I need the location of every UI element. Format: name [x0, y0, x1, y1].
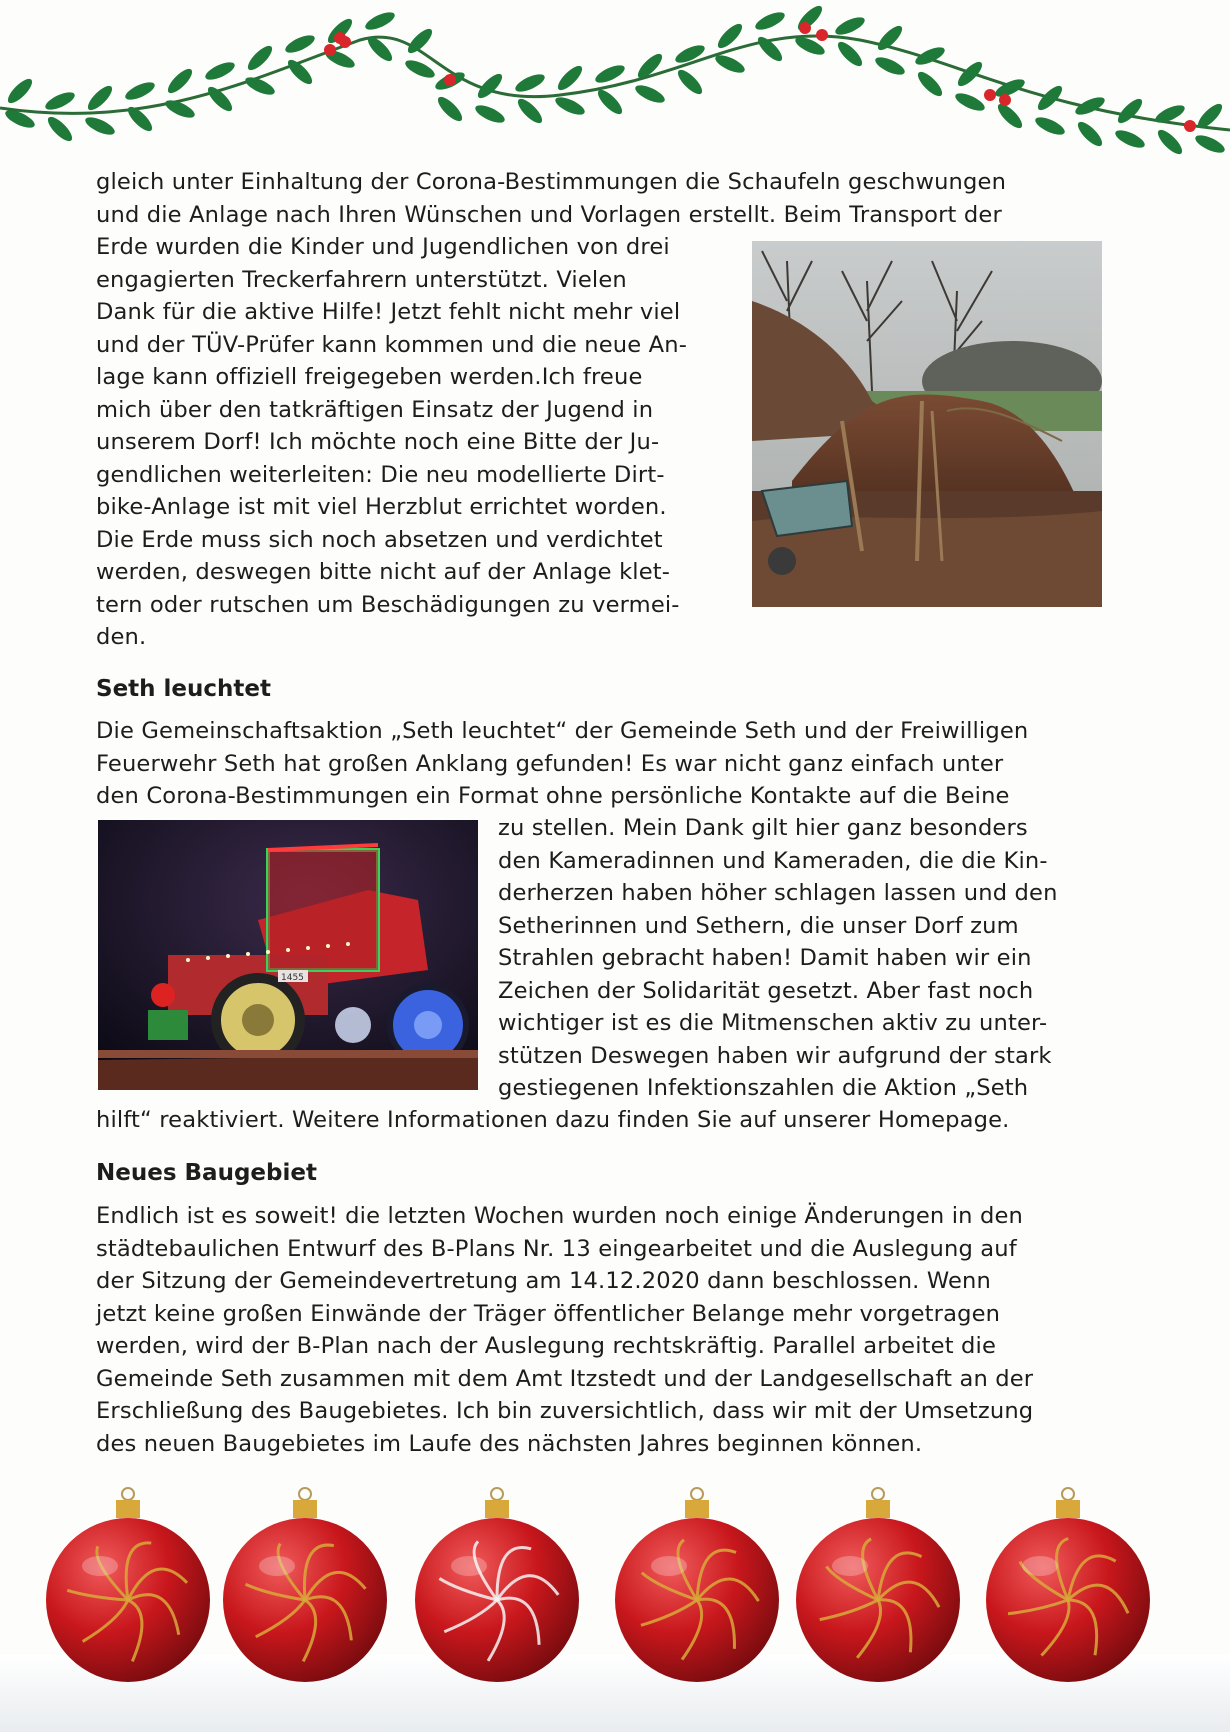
illuminated-tractor-photo: [98, 820, 478, 1090]
text-line: engagierten Treckerfahrern unterstützt. Vielen: [96, 266, 627, 293]
ornament-ball: [615, 1488, 779, 1682]
holly-leaf: [1074, 118, 1105, 149]
holly-leaf: [434, 93, 465, 124]
ornament-ball: [986, 1488, 1150, 1682]
holly-berry: [334, 32, 346, 44]
text-line: Setherinnen und Sethern, die unser Dorf zum: [498, 912, 1019, 939]
text-line: unserem Dorf! Ich möchte noch eine Bitte der Ju-: [96, 429, 660, 455]
holly-leaf: [513, 71, 547, 95]
holly-leaf: [244, 42, 275, 73]
holly-berry: [984, 89, 996, 101]
ornament-ball: [46, 1488, 210, 1682]
ornament-ball: [223, 1488, 387, 1682]
text-line: werden, deswegen bitte nicht auf der Anlage klet-: [96, 559, 671, 585]
text-line: Die Gemeinschaftsaktion „Seth leuchtet“ der Gemeinde Seth und der Freiwilligen: [96, 718, 1029, 744]
text-line: jetzt keine großen Einwände der Träger öffentlicher Belange mehr vorgetragen: [96, 1300, 1001, 1327]
text-line: Endlich ist es soweit! die letzten Wochen wurden noch einige Änderungen in den: [96, 1203, 1023, 1229]
text-line: werden, wird der B-Plan nach der Auslegung rechtskräftig. Parallel arbeitet die: [96, 1333, 997, 1359]
text-line: Strahlen gebracht haben! Damit haben wir ein: [498, 945, 1032, 971]
text-line: lage kann offiziell freigegeben werden.Ich freue: [96, 364, 643, 390]
holly-leaf: [1113, 127, 1147, 151]
text-line: Gemeinde Seth zusammen mit dem Amt Itzstedt und der Landgesellschaft an der: [96, 1365, 1034, 1392]
text-line: mich über den tatkräftigen Einsatz der Jugend in: [96, 396, 654, 423]
holly-berry: [444, 74, 456, 86]
text-line: derherzen haben höher schlagen lassen und den: [498, 880, 1058, 906]
holly-leaf: [594, 86, 625, 117]
holly-berry: [799, 22, 811, 34]
holly-leaf: [514, 95, 545, 126]
text-line: stützen Deswegen haben wir aufgrund der stark: [498, 1042, 1052, 1069]
section3-paragraph: [96, 1200, 1099, 1460]
holly-leaf: [674, 66, 705, 97]
text-line: Dank für die aktive Hilfe! Jetzt fehlt nicht mehr viel: [96, 299, 681, 325]
text-line: gestiegenen Infektionszahlen die Aktion „Seth: [498, 1075, 1029, 1101]
section-heading-seth-leuchtet: Seth leuchtet: [96, 676, 271, 702]
dirt-bike-track-photo: [752, 241, 1102, 607]
holly-leaf: [753, 9, 787, 33]
holly-leaf: [994, 100, 1025, 131]
holly-leaf: [83, 114, 117, 138]
text-line: tern oder rutschen um Beschädigungen zu vermei-: [96, 591, 680, 618]
text-line: den.: [96, 624, 147, 650]
text-line: den Corona-Bestimmungen ein Format ohne persönliche Kontakte auf die Beine: [96, 783, 1010, 809]
holly-garland-decoration: [0, 0, 1230, 190]
holly-leaf: [1034, 82, 1065, 113]
holly-leaf: [1154, 126, 1185, 157]
text-line: zu stellen. Mein Dank gilt hier ganz besonders: [498, 815, 1028, 841]
text-line: Die Erde muss sich noch absetzen und verdichtet: [96, 526, 663, 553]
holly-leaf: [914, 68, 945, 99]
text-line: Erschließung des Baugebietes. Ich bin zuversichtlich, dass wir mit der Umsetzung: [96, 1398, 1034, 1424]
holly-leaf: [283, 32, 317, 56]
holly-berry: [324, 44, 336, 56]
text-line: Erde wurden die Kinder und Jugendlichen von drei: [96, 234, 670, 260]
section2-last-line: [96, 1104, 1099, 1137]
holly-berry: [1184, 120, 1196, 132]
holly-leaf: [1193, 132, 1227, 156]
section-heading-neues-baugebiet: Neues Baugebiet: [96, 1160, 317, 1186]
text-line: und die Anlage nach Ihren Wünschen und Vorlagen erstellt. Beim Transport der: [96, 201, 1002, 228]
text-line: Zeichen der Solidarität gesetzt. Aber fast noch: [498, 977, 1034, 1004]
holly-leaf: [554, 62, 585, 93]
ornament-ball: [415, 1488, 579, 1682]
text-line: den Kameradinnen und Kameraden, die die Kin-: [498, 847, 1048, 874]
holly-leaf: [1033, 114, 1067, 138]
text-line: der Sitzung der Gemeindevertretung am 14.12.2020 dann beschlossen. Wenn: [96, 1268, 991, 1294]
text-line: des neuen Baugebietes im Laufe des nächsten Jahres beginnen können.: [96, 1430, 923, 1457]
text-line: wichtiger ist es die Mitmenschen aktiv zu unter-: [498, 1010, 1048, 1036]
holly-leaf: [833, 14, 867, 38]
holly-leaf: [553, 94, 587, 118]
text-line: und der TÜV-Prüfer kann kommen und die neue An-: [96, 331, 688, 358]
holly-leaf: [44, 113, 75, 144]
christmas-ornaments-decoration: [0, 1470, 1230, 1732]
holly-leaf: [123, 79, 157, 103]
text-line: hilft“ reaktiviert. Weitere Informationen dazu finden Sie auf unserer Homepage.: [96, 1107, 1010, 1133]
holly-leaf: [203, 59, 237, 83]
text-line: gleich unter Einhaltung der Corona-Bestimmungen die Schaufeln geschwungen: [96, 169, 1007, 195]
section2-full-lines: [96, 715, 1099, 813]
holly-berry: [816, 29, 828, 41]
text-line: Feuerwehr Seth hat großen Anklang gefunden! Es war nicht ganz einfach unter: [96, 750, 1004, 777]
ornament-ball: [796, 1488, 960, 1682]
holly-berry: [999, 94, 1011, 106]
tractor-model-number: 1455: [281, 973, 304, 983]
holly-leaf: [164, 65, 195, 96]
section1-wrapped-paragraph: [96, 231, 733, 654]
text-line: bike-Anlage ist mit viel Herzblut errichtet worden.: [96, 494, 667, 520]
holly-leaf: [363, 9, 397, 33]
holly-leaf: [473, 102, 507, 126]
holly-leaf: [1114, 95, 1145, 126]
holly-leaf: [633, 82, 667, 106]
holly-leaf: [43, 89, 77, 113]
section2-wrapped-paragraph: [498, 812, 1099, 1105]
text-line: gendlichen weiterleiten: Die neu modellierte Dirt-: [96, 461, 665, 488]
holly-leaf: [953, 90, 987, 114]
text-line: städtebaulichen Entwurf des B-Plans Nr. 13 eingearbeitet und die Auslegung auf: [96, 1235, 1017, 1262]
holly-leaf: [4, 75, 35, 106]
holly-leaf: [954, 58, 985, 89]
holly-leaf: [873, 54, 907, 78]
section1-full-lines: [96, 166, 1099, 231]
holly-leaf: [834, 38, 865, 69]
holly-leaf: [84, 82, 115, 113]
